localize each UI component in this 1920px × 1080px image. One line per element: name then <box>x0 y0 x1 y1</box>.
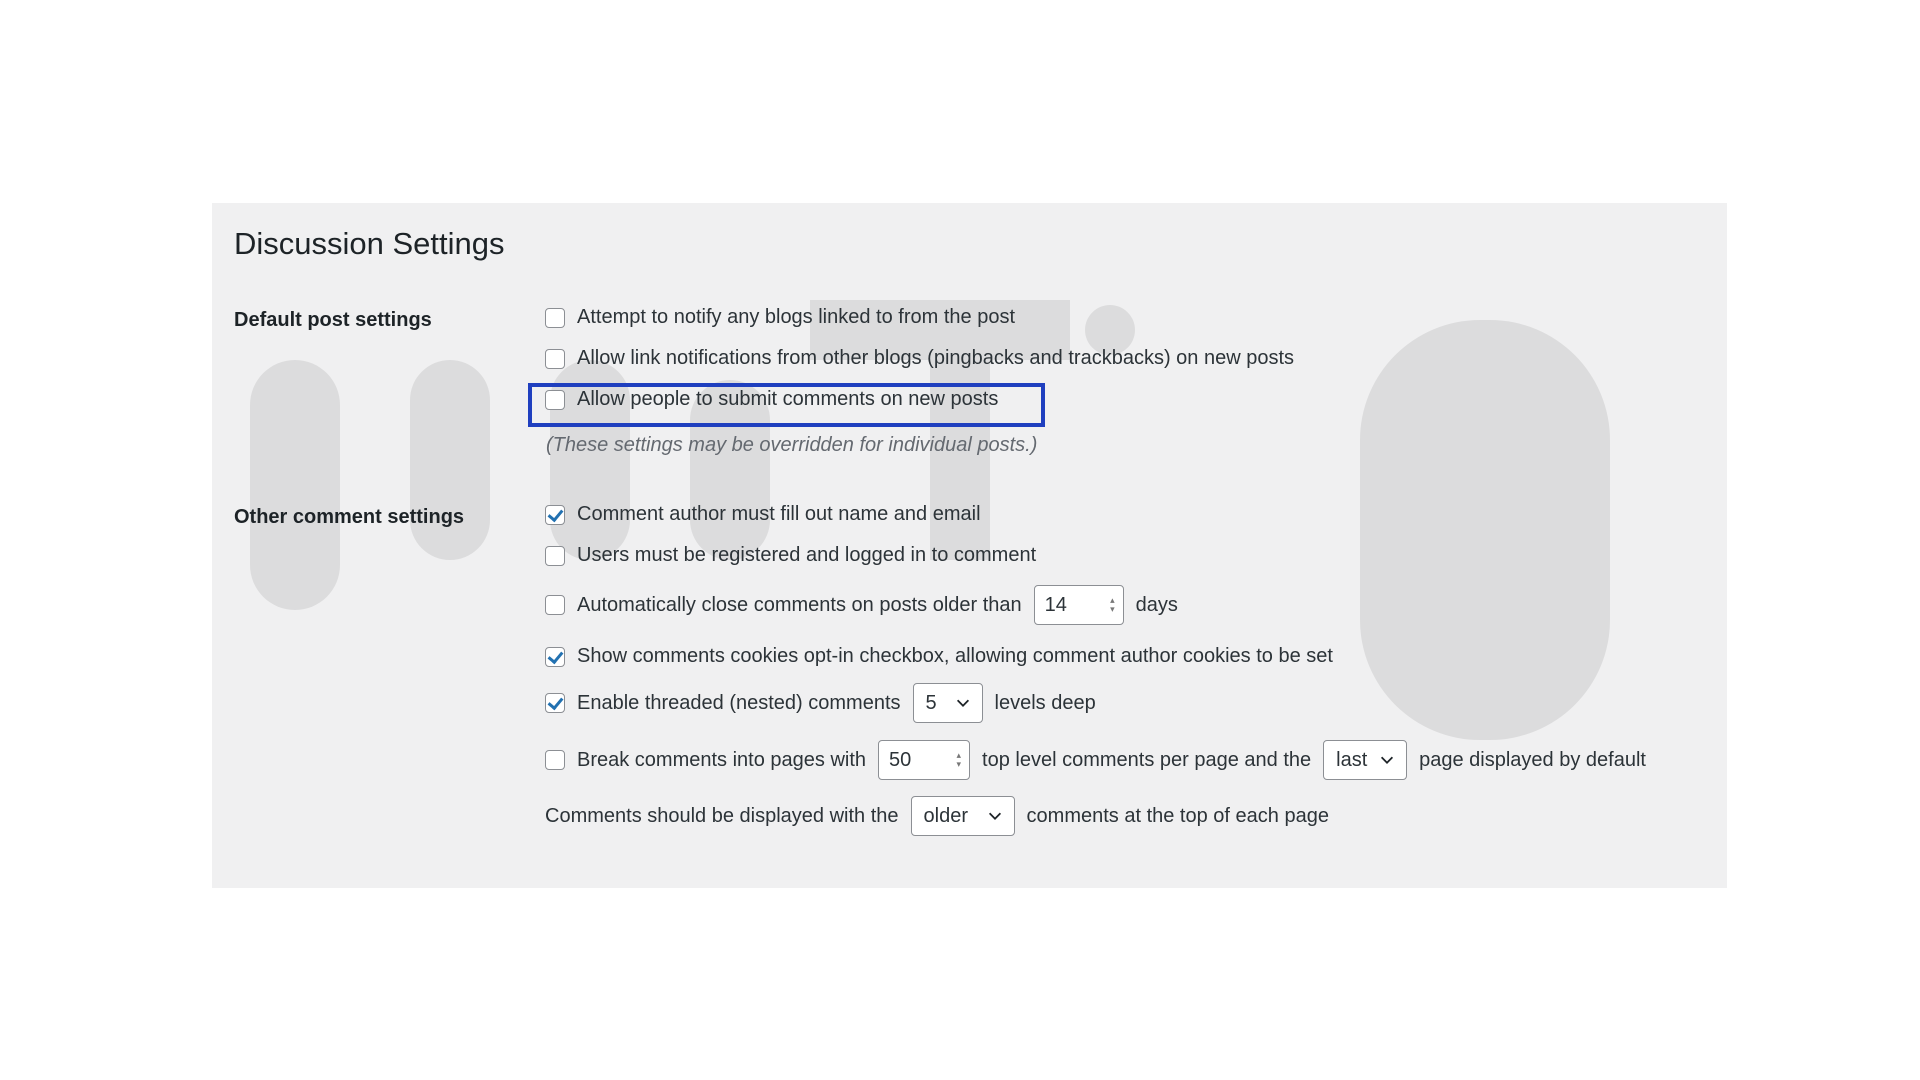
thread-depth-value: 5 <box>925 691 937 714</box>
comments-per-page-input[interactable] <box>878 740 970 780</box>
order-suffix: comments at the top of each page <box>1026 804 1329 827</box>
close-days-input[interactable] <box>1034 585 1124 625</box>
threaded-label: Enable threaded (nested) comments <box>577 691 901 714</box>
comment-order-select[interactable] <box>911 796 1015 836</box>
link-notifications-label: Allow link notifications from other blogs (pingbacks and trackbacks) on new posts <box>577 347 1295 369</box>
auto-close-checkbox[interactable] <box>545 595 565 615</box>
thread-depth-select[interactable] <box>913 683 983 723</box>
cookies-checkbox[interactable] <box>545 647 565 667</box>
notify-blogs-label: Attempt to notify any blogs linked to from the post <box>577 306 1016 328</box>
number-spinner-icon[interactable]: ▴ ▾ <box>1110 595 1115 614</box>
auto-close-suffix: days <box>1135 593 1178 616</box>
link-notifications-checkbox[interactable] <box>545 349 565 369</box>
notify-blogs-checkbox[interactable] <box>545 308 565 328</box>
order-prefix: Comments should be displayed with the <box>545 804 899 827</box>
paging-row <box>545 740 1646 780</box>
threaded-row <box>545 683 1096 723</box>
cookies-option[interactable] <box>545 645 1333 668</box>
author-fill-option[interactable] <box>545 503 981 526</box>
page-title: Discussion Settings <box>234 226 505 261</box>
highlight-box <box>528 383 1045 427</box>
chevron-down-icon <box>1378 751 1396 769</box>
cookies-label: Show comments cookies opt-in checkbox, allowing comment author cookies to be set <box>577 645 1333 667</box>
allow-comments-label: Allow people to submit comments on new posts <box>577 388 999 410</box>
author-fill-label: Comment author must fill out name and email <box>577 503 981 525</box>
default-page-select[interactable] <box>1323 740 1407 780</box>
threaded-suffix: levels deep <box>994 691 1096 714</box>
comments-per-page-value: 50 <box>889 748 912 771</box>
auto-close-label: Automatically close comments on posts older than <box>577 593 1022 616</box>
comment-order-value: older <box>923 804 969 827</box>
paging-suffix: page displayed by default <box>1419 748 1646 771</box>
number-spinner-icon[interactable]: ▴ ▾ <box>956 750 962 769</box>
paging-middle-text: top level comments per page and the <box>982 748 1312 771</box>
chevron-down-icon <box>986 807 1004 825</box>
order-row <box>545 796 1329 836</box>
override-note: (These settings may be overridden for individual posts.) <box>546 434 1038 456</box>
auto-close-row <box>545 585 1178 625</box>
registered-option[interactable] <box>545 544 1036 567</box>
link-notifications-option[interactable] <box>545 347 1294 370</box>
default-page-value: last <box>1336 748 1368 771</box>
other-comment-settings-label: Other comment settings <box>234 506 465 528</box>
close-days-value: 14 <box>1044 593 1067 616</box>
notify-blogs-option[interactable] <box>545 306 1015 329</box>
paging-label: Break comments into pages with <box>577 748 867 771</box>
author-fill-checkbox[interactable] <box>545 505 565 525</box>
paging-checkbox[interactable] <box>545 750 565 770</box>
chevron-down-icon <box>954 694 972 712</box>
registered-checkbox[interactable] <box>545 546 565 566</box>
registered-label: Users must be registered and logged in to comment <box>577 544 1037 566</box>
threaded-checkbox[interactable] <box>545 693 565 713</box>
default-post-settings-label: Default post settings <box>234 309 432 331</box>
